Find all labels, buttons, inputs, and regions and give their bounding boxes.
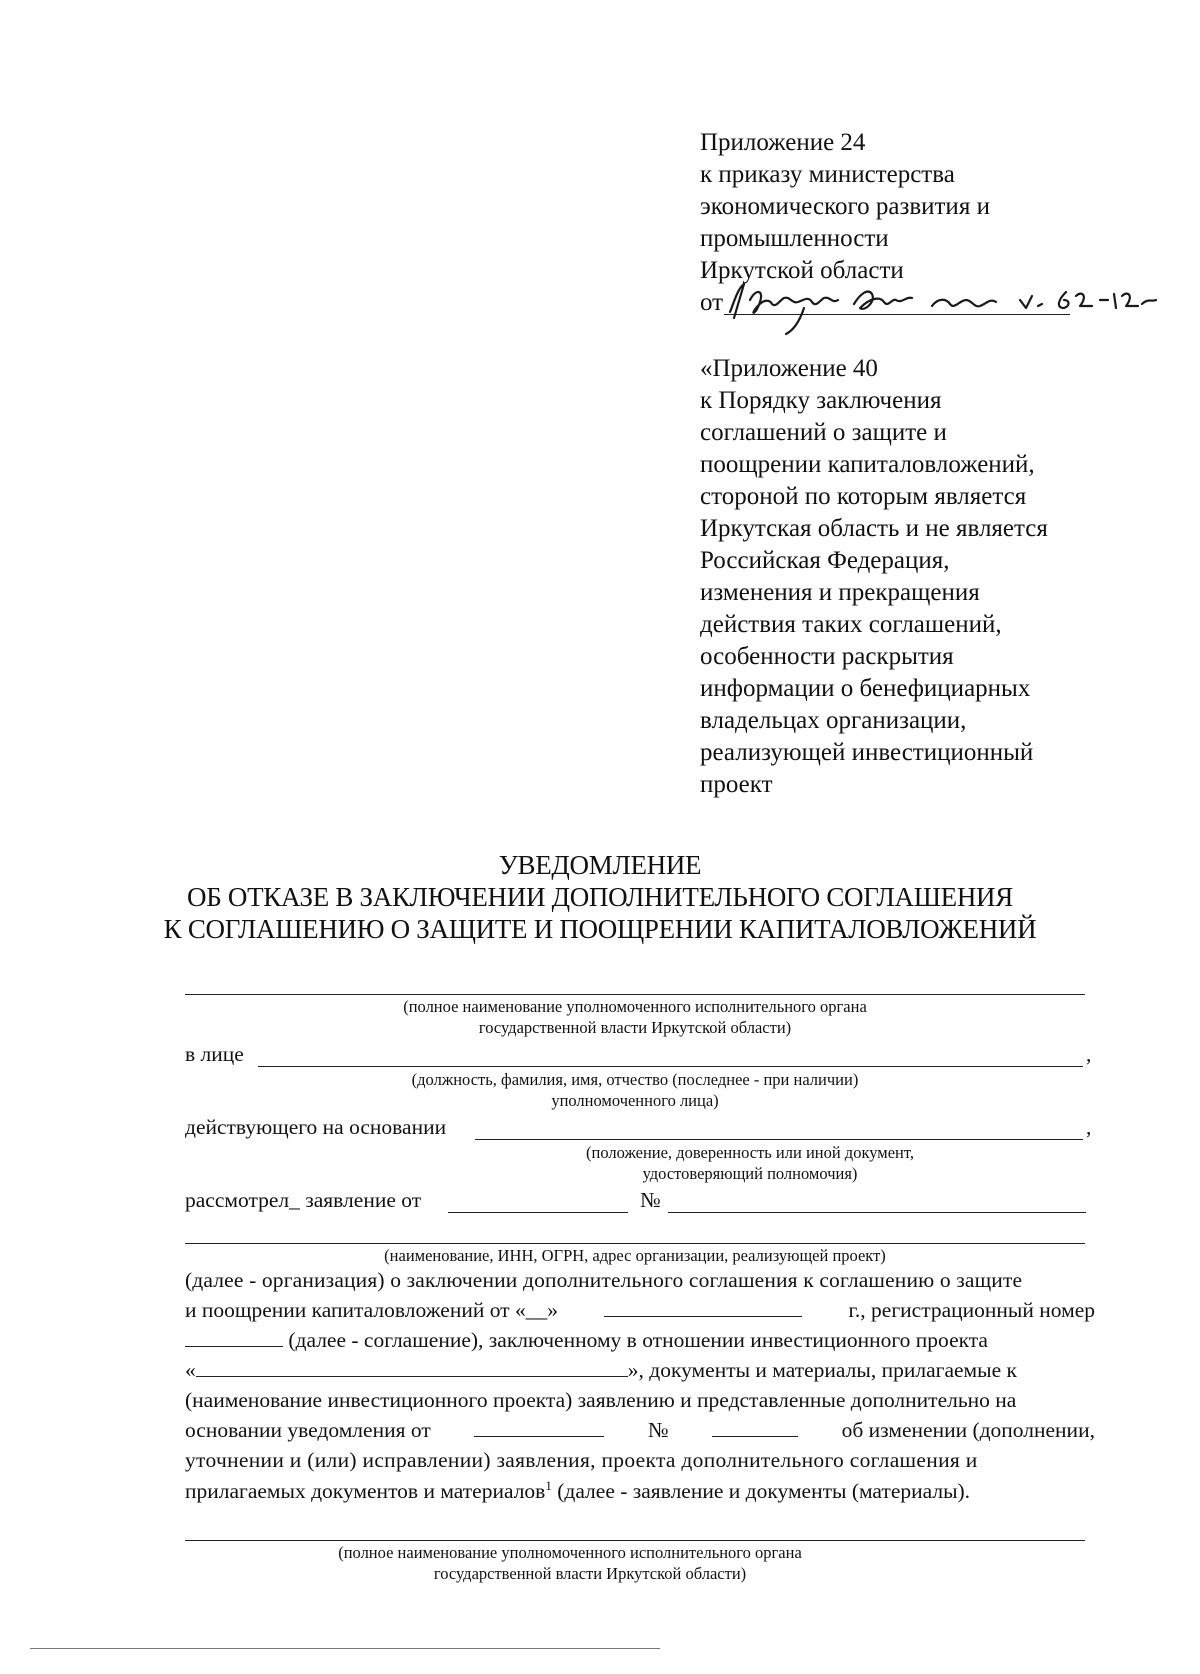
- header-line: промышленности: [700, 225, 889, 252]
- number-sign: №: [647, 1418, 669, 1442]
- body-text-fragment: основании уведомления от: [185, 1418, 431, 1442]
- appendix-line: особенности раскрытия: [700, 643, 954, 670]
- organ-name-line: [185, 994, 1085, 995]
- handwritten-date-signature: [720, 278, 1160, 338]
- appendix-line: информации о бенефициарных: [700, 675, 1031, 702]
- appendix-line: соглашений о защите и: [700, 419, 947, 446]
- caption-basis: удостоверяющий полномочия): [642, 1164, 858, 1183]
- body-text-line: [185, 1478, 970, 1504]
- caption-organization: (наименование, ИНН, ОГРН, адрес организации, реализующей проект): [384, 1246, 886, 1265]
- body-text-fragment: (далее - соглашение), заключенному в отношении инвестиционного проекта: [288, 1328, 988, 1352]
- appendix-line: владельцах организации,: [700, 707, 967, 734]
- organization-line: [185, 1243, 1085, 1244]
- document-subtitle: ОБ ОТКАЗЕ В ЗАКЛЮЧЕНИИ ДОПОЛНИТЕЛЬНОГО СОГЛАШЕНИЯ: [187, 882, 1013, 912]
- header-line: Иркутской области: [700, 257, 904, 284]
- body-text-line: [185, 1358, 1095, 1383]
- header-line: экономического развития и: [700, 193, 990, 220]
- document-subtitle: К СОГЛАШЕНИЮ О ЗАЩИТЕ И ПООЩРЕНИИ КАПИТАЛОВЛОЖЕНИЙ: [163, 914, 1037, 944]
- header-line: Приложение 24: [700, 129, 866, 156]
- number-sign: №: [640, 1188, 661, 1212]
- caption-organ: (полное наименование уполномоченного исполнительного органа: [403, 997, 867, 1016]
- registration-number-blank: [185, 1328, 283, 1347]
- person-line: [258, 1066, 1083, 1067]
- caption-organ-2: государственной власти Иркутской области): [433, 1564, 747, 1583]
- reviewed-label: рассмотрел_ заявление от: [185, 1188, 422, 1212]
- caption-basis: (положение, доверенность или иной документ,: [586, 1143, 914, 1162]
- basis-line: [475, 1139, 1083, 1140]
- body-text-line: (далее - организация) о заключении дополнительного соглашения к соглашению о защите: [185, 1268, 1023, 1292]
- appendix-line: Иркутская область и не является: [700, 515, 1048, 542]
- body-text-fragment: (далее - заявление и документы (материалы).: [551, 1479, 971, 1504]
- appendix-line: «Приложение 40: [700, 355, 878, 382]
- caption-organ: государственной власти Иркутской области): [478, 1018, 792, 1037]
- appendix-line: действия таких соглашений,: [700, 611, 1002, 638]
- organ-name-line-2: [185, 1540, 1085, 1541]
- header-line: к приказу министерства: [700, 161, 955, 188]
- body-text-line: [185, 1328, 988, 1353]
- acting-basis-label: действующего на основании: [185, 1115, 447, 1139]
- appendix-line: изменения и прекращения: [700, 579, 980, 606]
- body-text-line: уточнении и (или) исправлении) заявления, проекта дополнительного соглашения и: [185, 1448, 978, 1472]
- in-person-label: в лице: [185, 1042, 244, 1066]
- document-title: УВЕДОМЛЕНИЕ: [498, 850, 702, 880]
- application-number-line: [668, 1212, 1086, 1213]
- quote-open: «: [185, 1358, 196, 1382]
- appendix-line: стороной по которым является: [700, 483, 1027, 510]
- quote-close: », документы и материалы, прилагаемые к: [627, 1358, 1017, 1382]
- body-text-fragment: прилагаемых документов и материалов: [185, 1479, 546, 1504]
- comma: ,: [1086, 1042, 1092, 1066]
- caption-person: (должность, фамилия, имя, отчество (последнее - при наличии): [411, 1070, 859, 1089]
- body-text-fragment: [185, 1358, 1017, 1383]
- footnote-separator: [30, 1648, 660, 1649]
- body-text-line: [185, 1298, 1095, 1323]
- notice-date-blank: [474, 1418, 604, 1437]
- caption-person: уполномоченного лица): [551, 1091, 719, 1110]
- body-text-line: [185, 1418, 1095, 1443]
- date-blank: [604, 1298, 802, 1317]
- appendix-line: Российская Федерация,: [700, 547, 950, 574]
- footnote-mark: 1: [545, 1478, 552, 1493]
- body-text-line: (наименование инвестиционного проекта) заявлению и представленные дополнительно на: [185, 1388, 1017, 1412]
- body-text-fragment: г., регистрационный номер: [848, 1298, 1095, 1322]
- appendix-line: поощрении капиталовложений,: [700, 451, 1035, 478]
- caption-organ-2: (полное наименование уполномоченного исполнительного органа: [338, 1543, 802, 1562]
- appendix-line: реализующей инвестиционный: [700, 739, 1034, 766]
- appendix-line: к Порядку заключения: [700, 387, 942, 414]
- body-text-fragment: и поощрении капиталовложений от «__»: [185, 1298, 558, 1322]
- notice-number-blank: [712, 1418, 798, 1437]
- date-prefix: от: [700, 289, 724, 316]
- comma: ,: [1086, 1115, 1092, 1139]
- project-name-blank: [196, 1358, 628, 1377]
- appendix-line: проект: [700, 771, 773, 798]
- application-date-line: [448, 1212, 628, 1213]
- body-text-fragment: об изменении (дополнении,: [841, 1418, 1095, 1442]
